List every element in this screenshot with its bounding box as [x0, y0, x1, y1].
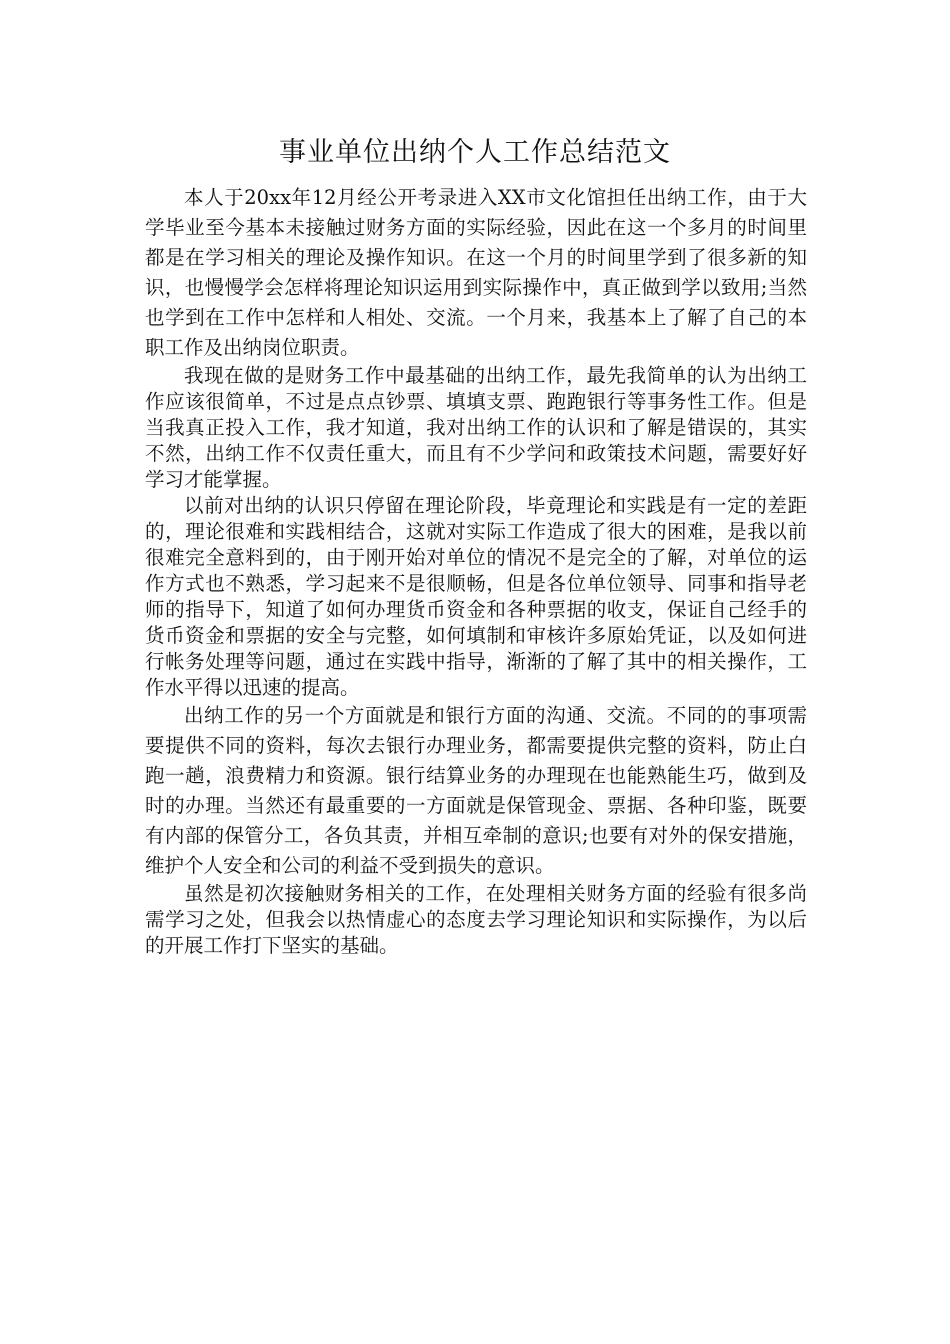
document-body — [145, 183, 807, 959]
paragraph-4: 出纳工作的另一个方面就是和银行方面的沟通、交流。不同的的事项需要提供不同的资料，每次去银行办理业务，都需要提供完整的资料，防止白跑一趟，浪费精力和资源。银行结算业务的办理现在也能熟能生巧，做到及时的办理。当然还有最重要的一方面就是保管现金、票据、各种印鉴，既要有内部的保管分工，各负其责，并相互牵制的意识;也要有对外的保安措施，维护个人安全和公司的利益不受到损失的意识。 — [145, 704, 807, 877]
paragraph-1: 本人于20xx年12月经公开考录进入XX市文化馆担任出纳工作，由于大学毕业至今基本未接触过财务方面的实际经验，因此在这一个多月的时间里都是在学习相关的理论及操作知识。在这一个月的时间里学到了很多新的知识，也慢慢学会怎样将理论知识运用到实际操作中，真正做到学以致用;当然也学到在工作中怎样和人相处、交流。一个月来，我基本上了解了自己的本职工作及出纳岗位职责。 — [145, 186, 807, 359]
paragraph-2: 我现在做的是财务工作中最基础的出纳工作，最先我简单的认为出纳工作应该很简单，不过是点点钞票、填填支票、跑跑银行等事务性工作。但是当我真正投入工作，我才知道，我对出纳工作的认识和了解是错误的，其实不然，出纳工作不仅责任重大，而且有不少学问和政策技术问题，需要好好学习才能掌握。 — [145, 364, 807, 491]
paragraph-3: 以前对出纳的认识只停留在理论阶段，毕竟理论和实践是有一定的差距的，理论很难和实践相结合，这就对实际工作造成了很大的困难，是我以前很难完全意料到的，由于刚开始对单位的情况不是完全的了解，对单位的运作方式也不熟悉，学习起来不是很顺畅，但是各位单位领导、同事和指导老师的指导下，知道了如何办理货币资金和各种票据的收支，保证自己经手的货币资金和票据的安全与完整，如何填制和审核许多原始凭证，以及如何进行帐务处理等问题，通过在实践中指导，渐渐的了解了其中的相关操作，工作水平得以迅速的提高。 — [145, 494, 807, 699]
document-title: 事业单位出纳个人工作总结范文 — [279, 137, 671, 168]
paragraph-5: 虽然是初次接触财务相关的工作，在处理相关财务方面的经验有很多尚需学习之处，但我会以热情虚心的态度去学习理论知识和实际操作，为以后的开展工作打下坚实的基础。 — [145, 882, 807, 957]
